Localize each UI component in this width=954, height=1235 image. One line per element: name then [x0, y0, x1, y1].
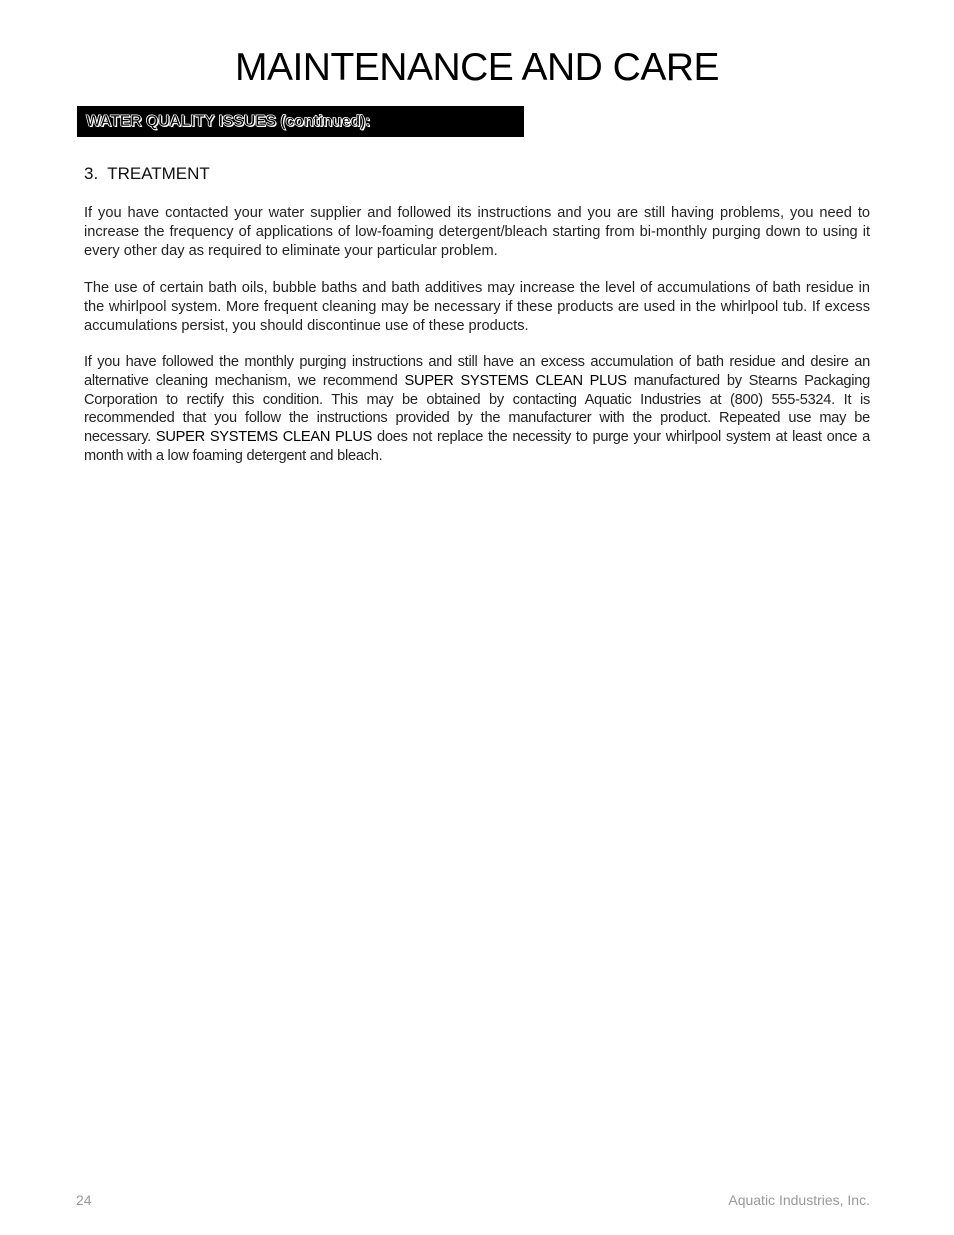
subsection-heading [84, 164, 210, 184]
subsection-title: TREATMENT [107, 164, 210, 183]
product-name: SUPER SYSTEMS CLEAN PLUS [404, 372, 627, 389]
paragraph-text-segment: If you have followed the monthly purging instructions and still have an excess accumulation of bath residue and desire an alternative cleaning mechanism, we recommend [84, 354, 870, 389]
footer-company-name: Aquatic Industries, Inc. [728, 1192, 870, 1208]
product-name: SUPER SYSTEMS CLEAN PLUS [155, 429, 373, 446]
subsection-number: 3. [84, 164, 99, 183]
section-header-bar [77, 106, 524, 137]
paragraph-cleaning-product [84, 353, 870, 466]
section-header-label: WATER QUALITY ISSUES (continued): [86, 113, 371, 130]
footer-page-number: 24 [76, 1192, 92, 1208]
paragraph-text-segment: does not replace the necessity to purge your whirlpool system at least once a month with a low foaming detergent and bleach. [84, 429, 870, 464]
page-title: MAINTENANCE AND CARE [234, 46, 720, 89]
paragraph-text-segment: manufactured by Stearns Packaging Corporation to rectify this condition. This may be obtained by contacting Aquatic Industries at (800) 555-5324. It is recommended that you follow the instructions provided by the manufacturer with the product. Repeated use may be necessary. [84, 372, 870, 446]
paragraph-treatment-frequency: If you have contacted your water supplier and followed its instructions and you are still having problems, you need to increase the frequency of applications of low-foaming detergent/bleach starting from bi-monthly purging down to using it every other day as required to eliminate your particular problem. [84, 205, 870, 259]
paragraph-bath-additives: The use of certain bath oils, bubble baths and bath additives may increase the level of accumulations of bath residue in the whirlpool system. More frequent cleaning may be necessary if these products are used in the whirlpool tub. If excess accumulations persist, you should discontinue use of these products. [84, 280, 870, 334]
